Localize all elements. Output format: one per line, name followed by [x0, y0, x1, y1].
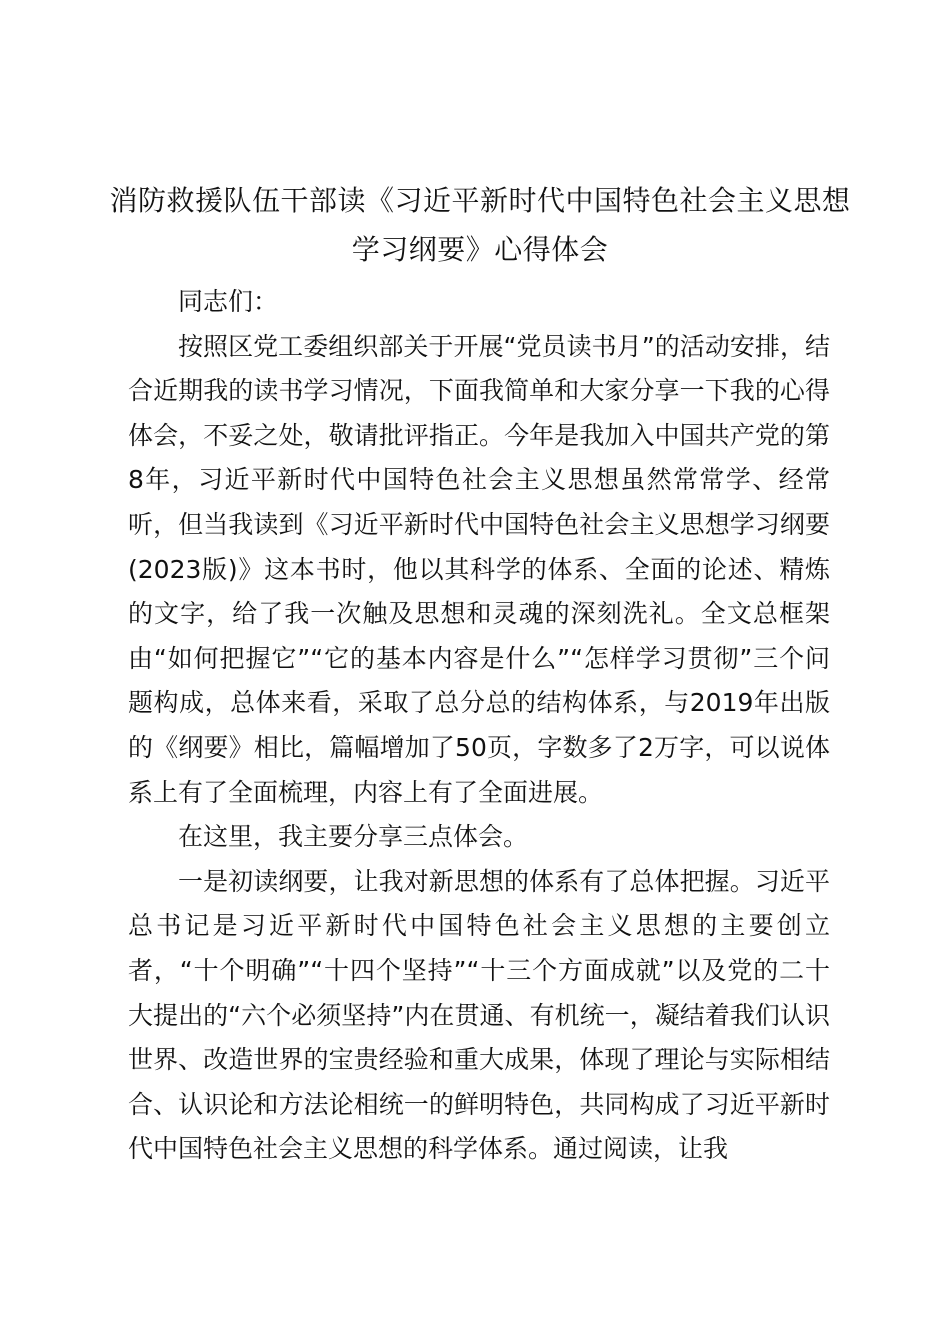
document-body	[128, 280, 830, 1172]
paragraph-intro: 按照区党工委组织部关于开展“党员读书月”的活动安排，结合近期我的读书学习情况，下面我简单和大家分享一下我的心得体会，不妥之处，敬请批评指正。今年是我加入中国共产党的第8年，习近平新时代中国特色社会主义思想虽然常常学、经常听，但当我读到《习近平新时代中国特色社会主义思想学习纲要(2023版)》这本书时，他以其科学的体系、全面的论述、精炼的文字，给了我一次触及思想和灵魂的深刻洗礼。全文总框架由“如何把握它”“它的基本内容是什么”“怎样学习贯彻”三个问题构成，总体来看，采取了总分总的结构体系，与2019年出版的《纲要》相比，篇幅增加了50页，字数多了2万字，可以说体系上有了全面梳理，内容上有了全面进展。	[128, 331, 830, 807]
paragraph-overview: 在这里，我主要分享三点体会。	[178, 822, 529, 852]
salutation: 同志们：	[178, 287, 279, 316]
paragraph-point-one: 一是初读纲要，让我对新思想的体系有了总体把握。习近平总书记是习近平新时代中国特色社会主义思想的主要创立者，“十个明确”“十四个坚持”“十三个方面成就”以及党的二十大提出的“六个必须坚持”内在贯通、有机统一，凝结着我们认识世界、改造世界的宝贵经验和重大成果，体现了理论与实际相结合、认识论和方法论相统一的鲜明特色，共同构成了习近平新时代中国特色社会主义思想的科学体系。通过阅读，让我	[128, 866, 830, 1164]
document-title: 消防救援队伍干部读《习近平新时代中国特色社会主义思想学习纲要》心得体会	[109, 184, 851, 266]
